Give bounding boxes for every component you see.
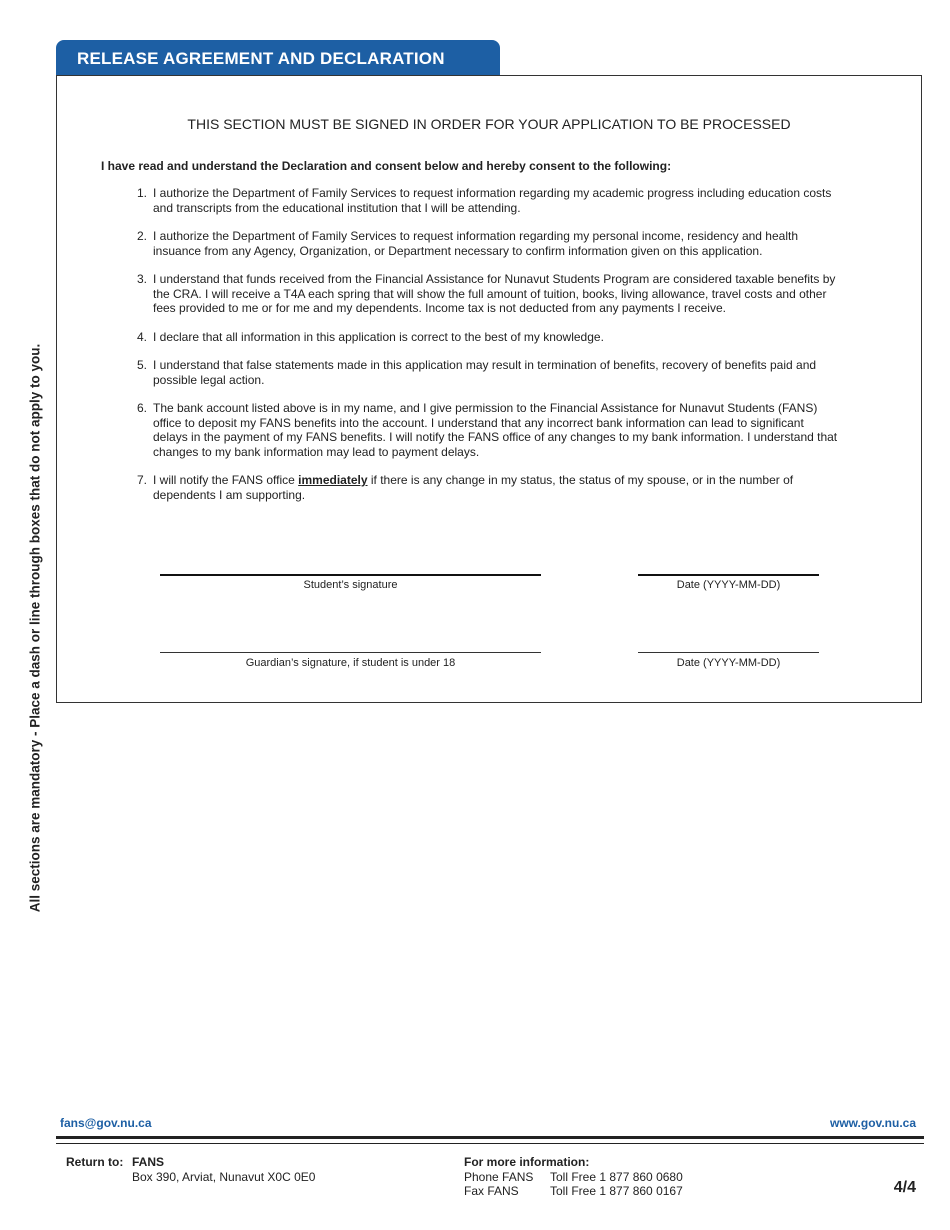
- item-text: I authorize the Department of Family Services to request information regarding my academic progress including education costs and transcripts from the educational institution that I will be attending.: [153, 186, 832, 215]
- declaration-item-4: [127, 330, 839, 345]
- guardian-signature-line[interactable]: [160, 652, 541, 653]
- fax-number: Toll Free 1 877 860 0167: [550, 1184, 683, 1198]
- student-date-label: Date (YYYY-MM-DD): [676, 579, 781, 591]
- declaration-item-6: [127, 401, 839, 459]
- footer-divider-thin: [56, 1143, 924, 1144]
- info-title: For more information:: [464, 1155, 590, 1169]
- declaration-item-3: [127, 272, 839, 316]
- declaration-item-7: [127, 473, 839, 502]
- return-address-block: [66, 1155, 315, 1184]
- declaration-item-2: [127, 229, 839, 258]
- guardian-signature-label: Guardian’s signature, if student is under 18: [245, 657, 456, 669]
- declaration-item-5: [127, 358, 839, 387]
- footer-email-link[interactable]: fans@gov.nu.ca: [60, 1116, 152, 1130]
- declaration-item-1: [127, 186, 839, 215]
- student-signature-line[interactable]: [160, 574, 541, 576]
- item-text-before: I will notify the FANS office: [153, 473, 299, 487]
- phone-label: Phone FANS: [464, 1169, 534, 1184]
- item-number: 6.: [136, 401, 147, 415]
- item-text: I declare that all information in this application is correct to the best of my knowledge.: [153, 329, 604, 344]
- guardian-date-label: Date (YYYY-MM-DD): [676, 657, 781, 669]
- section-title: RELEASE AGREEMENT AND DECLARATION: [56, 40, 500, 76]
- item-text: [153, 473, 839, 502]
- student-signature-label: Student’s signature: [303, 579, 398, 591]
- student-date-line[interactable]: [638, 574, 819, 576]
- declaration-list: [127, 186, 839, 516]
- item-number: 5.: [136, 358, 147, 372]
- item-number: 2.: [136, 229, 147, 243]
- item-text-after: if there is any change in my status, the status of my spouse, or in the number of dependents I am supporting.: [153, 473, 794, 502]
- return-address: Box 390, Arviat, Nunavut X0C 0E0: [132, 1169, 316, 1184]
- item-number: 7.: [136, 473, 147, 487]
- footer-website-link[interactable]: www.gov.nu.ca: [829, 1116, 916, 1130]
- item-number: 1.: [136, 186, 147, 200]
- immediately-emphasis: immediately: [298, 473, 368, 487]
- footer-divider: [56, 1136, 924, 1139]
- item-text: I understand that funds received from the Financial Assistance for Nunavut Students Program are considered taxable benefits by the CRA. I will receive a T4A each spring that will show the full amount of tuition, books, living allowance, travel costs and other fees provided to me or for me and my dependents. Income tax is not deducted from any payments I receive.: [153, 272, 836, 315]
- release-agreement-section: [56, 75, 922, 703]
- guardian-date-line[interactable]: [638, 652, 819, 653]
- fax-label: Fax FANS: [464, 1184, 519, 1198]
- item-number: 3.: [136, 272, 147, 286]
- item-text: I authorize the Department of Family Services to request information regarding my personal income, residency and health insuance from any Agency, Organization, or Department necessary to confirm information given on this application.: [153, 229, 798, 258]
- item-text: The bank account listed above is in my name, and I give permission to the Financial Assistance for Nunavut Students (FANS) office to deposit my FANS benefits into the account. I understand that any incorrect bank information can lead to significant delays in the payment of my FANS benefits. I will notify the FANS office of any changes to my bank information. I understand that changes to my bank information may lead to payment delays.: [153, 401, 838, 459]
- item-number: 4.: [136, 329, 147, 344]
- return-name: FANS: [132, 1155, 165, 1169]
- contact-info-block: [464, 1155, 683, 1199]
- consent-intro: I have read and understand the Declaration and consent below and hereby consent to the following:: [101, 159, 672, 173]
- phone-number: Toll Free 1 877 860 0680: [550, 1169, 683, 1184]
- must-sign-notice: THIS SECTION MUST BE SIGNED IN ORDER FOR YOUR APPLICATION TO BE PROCESSED: [187, 116, 791, 132]
- page-number: 4/4: [893, 1179, 916, 1196]
- return-label: Return to:: [66, 1155, 124, 1169]
- item-text: I understand that false statements made in this application may result in termination of benefits, recovery of benefits paid and possible legal action.: [153, 358, 817, 387]
- mandatory-sections-note: All sections are mandatory - Place a dash or line through boxes that do not apply to you.: [27, 343, 43, 913]
